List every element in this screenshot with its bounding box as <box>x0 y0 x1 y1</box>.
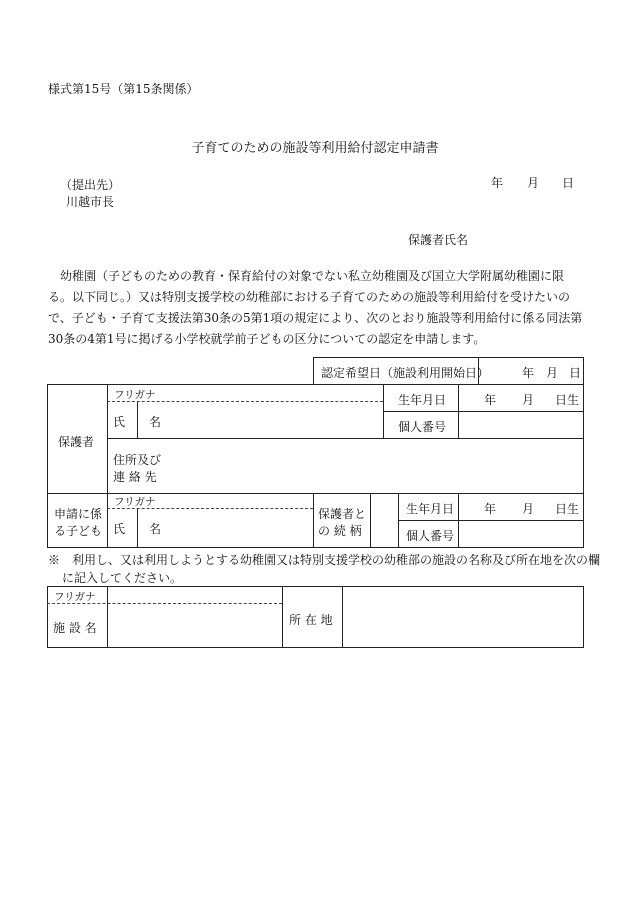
date-day-label: 日 <box>562 176 575 190</box>
relation-label-line2: の 続 柄 <box>318 524 362 538</box>
guardian-birth-year: 年 <box>484 393 497 407</box>
child-personal-number-label: 個人番号 <box>406 529 455 543</box>
guardian-furigana-label: フリガナ <box>114 389 156 401</box>
guardian-birth-label: 生年月日 <box>398 393 447 407</box>
child-birth-label: 生年月日 <box>406 502 455 516</box>
facility-name-label: 施 設 名 <box>53 621 97 635</box>
facility-furigana-label: フリガナ <box>54 591 96 603</box>
document-title: 子育てのための施設等利用給付認定申請書 <box>191 141 439 156</box>
recipient: 川越市長 <box>66 195 115 209</box>
facility-location-label: 所 在 地 <box>289 613 333 627</box>
facility-note-line1: ※ 利用し、又は利用しようとする幼稚園又は特別支援学校の幼稚部の施設の名称及び所在地を次の欄 <box>48 553 601 567</box>
desired-day-label: 日 <box>569 366 582 380</box>
child-birth-year: 年 <box>484 502 497 516</box>
address-label-line1: 住所及び <box>113 453 162 467</box>
desired-year-label: 年 <box>522 366 535 380</box>
desired-month-label: 月 <box>546 366 559 380</box>
guardian-name-label: 保護者氏名 <box>408 233 469 247</box>
child-label-line2: る子ども <box>54 524 103 538</box>
guardian-name-cell-label: 氏 名 <box>113 415 162 429</box>
child-birth-day: 日生 <box>555 502 580 516</box>
form-number: 様式第15号（第15条関係） <box>48 82 199 96</box>
facility-note-line2: に記入してください。 <box>62 571 183 585</box>
guardian-label: 保護者 <box>58 435 95 449</box>
desired-date-label: 認定希望日（施設利用開始日） <box>321 366 490 380</box>
child-birth-month: 月 <box>522 502 535 516</box>
address-label-line2: 連 絡 先 <box>113 470 157 484</box>
date-month-label: 月 <box>527 176 540 190</box>
relation-label-line1: 保護者と <box>318 507 367 521</box>
guardian-personal-number-label: 個人番号 <box>398 420 447 434</box>
intro-paragraph: 幼稚園（子どものための教育・保育給付の対象でない私立幼稚園及び国立大学附属幼稚園に限る。以下同じ。）又は特別支援学校の幼稚部における子育てのための施設等利用給付を受けたいので、子ども・子育て支援法第30条の5第1項の規定により、次のとおり施設等利用給付に係る同法第30条の4第1号に掲げる小学校就学前子どもの区分についての認定を申請します。 <box>48 269 583 346</box>
date-year-label: 年 <box>491 176 504 190</box>
guardian-birth-month: 月 <box>522 393 535 407</box>
submit-to-label: （提出先） <box>60 178 121 192</box>
child-label-line1: 申請に係 <box>54 507 103 521</box>
child-name-cell-label: 氏 名 <box>113 522 162 536</box>
child-furigana-label: フリガナ <box>114 496 156 508</box>
guardian-birth-day: 日生 <box>555 393 580 407</box>
